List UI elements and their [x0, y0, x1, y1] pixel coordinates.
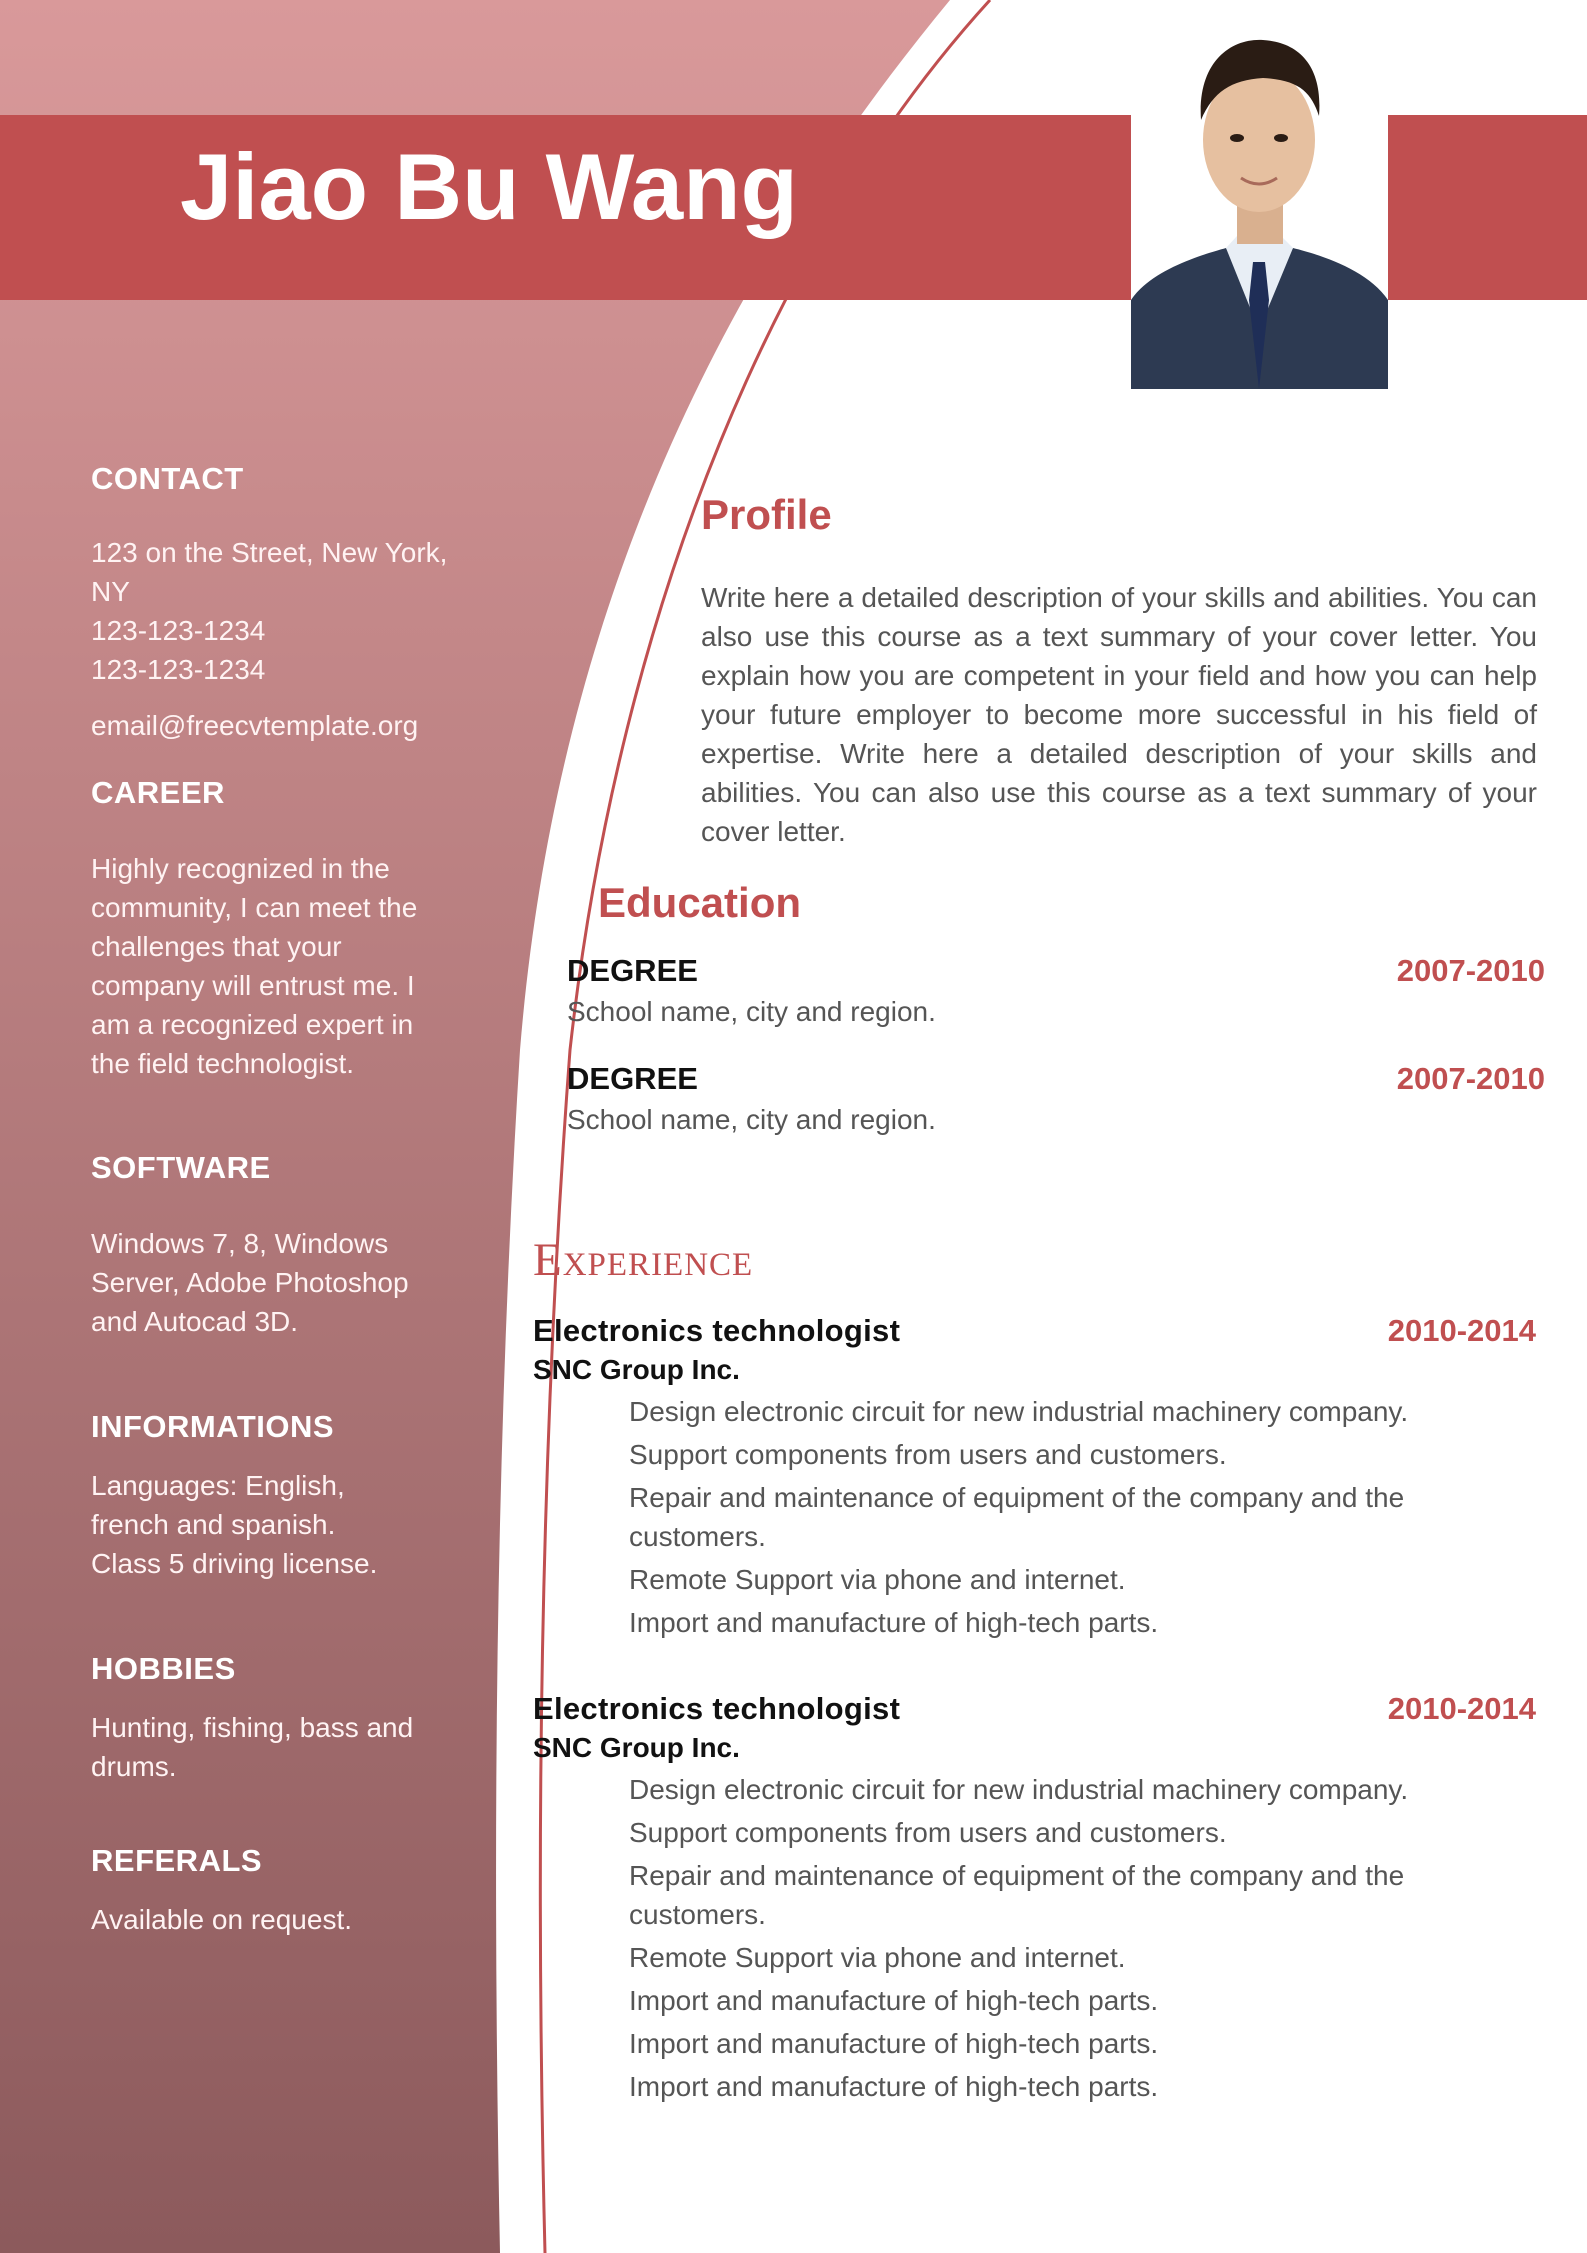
experience-bullet: Import and manufacture of high-tech parts. — [629, 1607, 1159, 1638]
contact-phone-1: 123-123-1234 — [91, 615, 266, 646]
profile-text: Write here a detailed description of your skills and abilities. You can also use this course as a text summary of your cover letter. You explain how you are competent in your field and how you can help your future employer to become more successful in his field of expertise. Write here a detailed description of your skills and abilities. You can also use this course as a text summary of your cover letter. — [701, 582, 1537, 847]
contact-address: 123 on the Street, New York, NY — [91, 537, 448, 607]
software-text: Windows 7, 8, Windows Server, Adobe Photoshop and Autocad 3D. — [91, 1228, 409, 1337]
education-years: 2007-2010 — [1396, 953, 1545, 988]
experience-job-title: Electronics technologist — [533, 1691, 901, 1726]
contact-phone-2: 123-123-1234 — [91, 654, 266, 685]
experience-bullet: Support components from users and customers. — [629, 1439, 1227, 1470]
experience-bullet: Repair and maintenance of equipment of the company and the customers. — [629, 1860, 1405, 1930]
person-avatar-icon — [1131, 0, 1388, 389]
experience-bullet: Design electronic circuit for new industrial machinery company. — [629, 1396, 1409, 1427]
informations-license: Class 5 driving license. — [91, 1548, 378, 1579]
education-heading: Education — [598, 879, 802, 926]
experience-bullet: Design electronic circuit for new industrial machinery company. — [629, 1774, 1409, 1805]
candidate-name: Jiao Bu Wang — [180, 134, 798, 239]
profile-heading: Profile — [701, 491, 832, 538]
referals-heading: REFERALS — [91, 1843, 263, 1878]
experience-job-title: Electronics technologist — [533, 1313, 901, 1348]
referals-text: Available on request. — [91, 1904, 352, 1935]
experience-years: 2010-2014 — [1387, 1691, 1536, 1726]
experience-bullet-list — [629, 1770, 1489, 2110]
experience-bullet: Remote Support via phone and internet. — [629, 1942, 1126, 1973]
experience-bullet: Import and manufacture of high-tech parts. — [629, 1985, 1159, 2016]
career-heading: CAREER — [91, 775, 225, 810]
experience-years: 2010-2014 — [1387, 1313, 1536, 1348]
experience-company: SNC Group Inc. — [533, 1354, 740, 1385]
education-school: School name, city and region. — [567, 996, 936, 1027]
experience-bullet: Import and manufacture of high-tech parts. — [629, 2028, 1159, 2059]
profile-photo — [1131, 0, 1388, 389]
experience-bullet: Remote Support via phone and internet. — [629, 1564, 1126, 1595]
career-text: Highly recognized in the community, I can meet the challenges that your company will entrust me. I am a recognized expert in the field technologist. — [91, 853, 418, 1079]
experience-bullet: Support components from users and customers. — [629, 1817, 1227, 1848]
experience-heading: Experience — [533, 1234, 754, 1286]
software-heading: SOFTWARE — [91, 1150, 271, 1185]
hobbies-text: Hunting, fishing, bass and drums. — [91, 1712, 414, 1782]
informations-heading: INFORMATIONS — [91, 1409, 335, 1444]
education-school: School name, city and region. — [567, 1104, 936, 1135]
education-years: 2007-2010 — [1396, 1061, 1545, 1096]
hobbies-heading: HOBBIES — [91, 1651, 236, 1686]
education-degree: DEGREE — [567, 953, 698, 988]
informations-languages: Languages: English, french and spanish. — [91, 1470, 345, 1540]
experience-company: SNC Group Inc. — [533, 1732, 740, 1763]
contact-heading: CONTACT — [91, 461, 244, 496]
experience-bullet: Import and manufacture of high-tech parts. — [629, 2071, 1159, 2102]
education-degree: DEGREE — [567, 1061, 698, 1096]
experience-bullet: Repair and maintenance of equipment of the company and the customers. — [629, 1482, 1405, 1552]
experience-bullet-list — [629, 1392, 1489, 1646]
contact-email[interactable]: email@freecvtemplate.org — [91, 710, 419, 741]
